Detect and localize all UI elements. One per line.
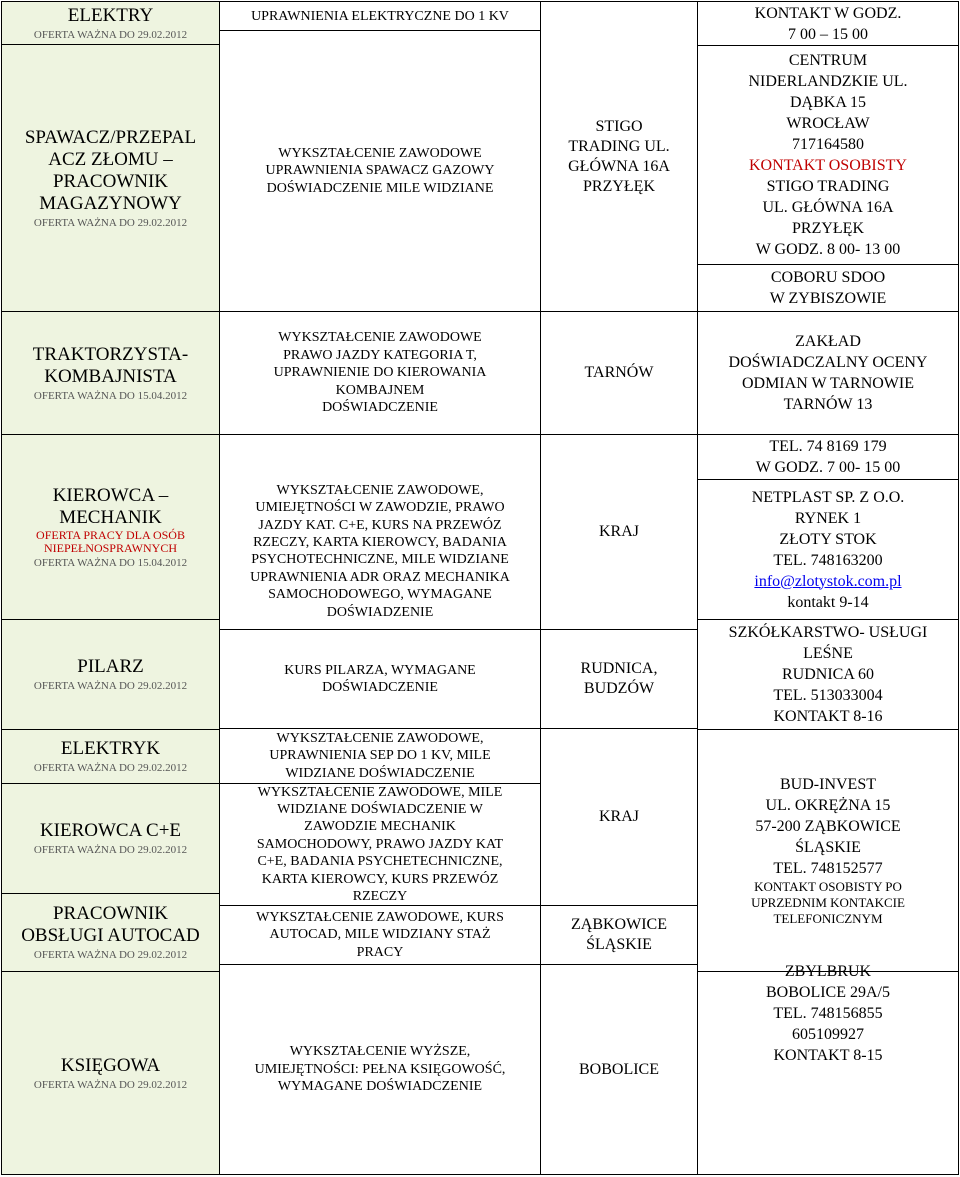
requirement-line: SAMOCHODOWEGO, WYMAGANE [268, 587, 492, 603]
requirements-cell [219, 311, 541, 435]
contact-line: W GODZ. 8 00- 13 00 [755, 241, 901, 258]
requirement-line: ZAWODZIE MECHANIK [304, 819, 456, 835]
contact-line: ODMIAN W TARNOWIE [741, 375, 915, 392]
contact-line: KONTAKT 8-16 [773, 708, 883, 725]
position-title-line: OBSŁUGI AUTOCAD [21, 925, 200, 946]
requirements-cell [219, 905, 541, 965]
requirement-line: PRACY [356, 944, 404, 960]
requirement-line: WYKSZTAŁCENIE ZAWODOWE, [276, 730, 484, 746]
position-title-line: ACZ ZŁOMU – [48, 148, 173, 170]
offer-valid-until: OFERTA WAŻNA DO 29.02.2012 [33, 28, 188, 41]
requirement-line: WYKSZTAŁCENIE ZAWODOWE, [276, 482, 484, 498]
requirement-line: AUTOCAD, MILE WIDZIANY STAŻ [269, 927, 491, 943]
position-cell [1, 971, 220, 1175]
place-line: RUDNICA, [580, 660, 658, 677]
contact-line: TEL. 513033004 [773, 687, 883, 704]
contact-cell [697, 479, 959, 620]
contact-line: CENTRUM [788, 52, 868, 69]
contact-line: 7 00 – 15 00 [788, 25, 868, 43]
place-line: TARNÓW [584, 364, 654, 381]
contact-line: 717164580 [792, 136, 864, 153]
contact-line: TEL. 74 8169 179 [769, 438, 887, 455]
requirement-line: C+E, BADANIA PSYCHETECHNICZNE, [257, 854, 503, 870]
contact-line: TARNÓW 13 [783, 396, 873, 413]
requirement-line: WIDZIANE DOŚWIADCZENIE [285, 765, 475, 781]
offer-valid-until: OFERTA WAŻNA DO 29.02.2012 [33, 949, 188, 961]
contact-line: DĄBKA 15 [789, 94, 866, 111]
contact-line: LEŚNE [803, 645, 853, 662]
contact-in-person-label: KONTAKT OSOBISTY [749, 157, 907, 174]
contact-cell [697, 311, 959, 435]
requirements-cell [219, 783, 541, 906]
requirement-line: DOŚWIADCZENIE [322, 400, 438, 416]
requirements-cell [219, 30, 541, 312]
contact-line: ZBYLBRUK [784, 963, 872, 980]
contact-cell [697, 45, 959, 265]
contact-line: TEL. 748163200 [773, 551, 883, 569]
requirement-line: UPRAWNIENIE DO KIEROWANIA [273, 365, 487, 381]
contact-line: ZAKŁAD [795, 333, 861, 350]
contact-cell [697, 434, 959, 480]
place-line: STIGO [595, 117, 643, 135]
position-title: KSIĘGOWA [60, 1054, 161, 1076]
requirement-line: DOŚWIADCZENIE MILE WIDZIANE [266, 180, 494, 196]
contact-line: NETPLAST SP. Z O.O. [751, 488, 905, 506]
place-line: KRAJ [598, 523, 639, 540]
contact-hours: kontakt 9-14 [787, 593, 869, 611]
contact-line: BUD-INVEST [780, 776, 876, 793]
offer-valid-until: OFERTA WAŻNA DO 15.04.2012 [33, 389, 188, 402]
place-cell [540, 964, 698, 1175]
position-title: PILARZ [77, 656, 144, 677]
place-line: PRZYŁĘK [583, 177, 655, 195]
place-line: ŚLĄSKIE [586, 936, 652, 953]
contact-cell [697, 619, 959, 730]
requirement-line: PRAWO JAZDY KATEGORIA T, [283, 347, 477, 363]
contact-cell [697, 949, 959, 1175]
position-cell [1, 44, 220, 312]
position-title: ELEKTRYK [60, 738, 161, 759]
contact-cell [697, 264, 959, 312]
place-cell [540, 311, 698, 435]
requirement-line: PSYCHOTECHNICZNE, MILE WIDZIANE [251, 552, 509, 568]
position-title-line: KOMBAJNISTA [44, 365, 177, 387]
contact-line: PRZYŁĘK [792, 220, 864, 237]
requirement-line: WYKSZTAŁCENIE ZAWODOWE [278, 330, 482, 346]
requirements-cell [219, 434, 541, 630]
position-title-line: MAGAZYNOWY [39, 192, 182, 214]
contact-line: TEL. 748156855 [773, 1005, 883, 1022]
requirement-line: WYKSZTAŁCENIE ZAWODOWE, MILE [257, 784, 503, 800]
contact-line: ZŁOTY STOK [779, 530, 877, 548]
contact-line: KONTAKT 8-15 [773, 1047, 883, 1064]
contact-line: W GODZ. 7 00- 15 00 [755, 459, 901, 476]
position-cell [1, 434, 220, 620]
contact-line: WROCŁAW [786, 115, 870, 132]
contact-line: 57-200 ZĄBKOWICE [755, 818, 901, 835]
requirements-cell [219, 1, 541, 31]
offer-valid-until: OFERTA WAŻNA DO 29.02.2012 [33, 762, 188, 774]
position-title-line: TRAKTORZYSTA- [32, 343, 189, 365]
requirement-line: UPRAWNIENIA SEP DO 1 KV, MILE [269, 748, 491, 764]
contact-line: SZKÓŁKARSTWO- USŁUGI [728, 624, 928, 641]
requirement-line: WYKSZTAŁCENIE WYŻSZE, [289, 1044, 471, 1060]
requirement-line: UMIEJĘTNOŚCI: PEŁNA KSIĘGOWOŚĆ, [254, 1061, 506, 1077]
contact-cell [697, 1, 959, 46]
contact-line: DOŚWIADCZALNY OCENY [728, 354, 928, 371]
requirement-line: DOŚWIADZENIE [326, 604, 434, 620]
place-line: BOBOLICE [579, 1060, 659, 1078]
position-cell [1, 893, 220, 972]
requirement-line: WIDZIANE DOŚWIADCZENIE W [277, 801, 483, 817]
place-line: BUDZÓW [583, 680, 655, 697]
position-title-line: PRACOWNIK [52, 170, 169, 192]
requirement-line: UPRAWNIENIA ADR ORAZ MECHANIKA [250, 569, 510, 585]
offer-valid-until: OFERTA WAŻNA DO 29.02.2012 [33, 844, 188, 856]
requirement-line: KOMBAJNEM [335, 382, 425, 398]
requirement-line: UPRAWNIENIA ELEKTRYCZNE DO 1 KV [251, 9, 509, 24]
position-cell [1, 1, 220, 45]
position-title-line: MECHANIK [59, 506, 162, 528]
position-title: ELEKTRY [67, 4, 154, 26]
contact-line: UL. GŁÓWNA 16A [762, 199, 894, 216]
contact-line: KONTAKT W GODZ. [754, 4, 902, 22]
place-cell [540, 1, 698, 312]
contact-line: 605109927 [792, 1026, 864, 1043]
contact-cell [697, 729, 959, 972]
offer-valid-until: OFERTA WAŻNA DO 29.02.2012 [33, 680, 188, 692]
requirement-line: KARTA KIEROWCY, KURS PRZEWÓZ [261, 871, 499, 887]
place-line: KRAJ [598, 808, 639, 825]
contact-line: RYNEK 1 [794, 509, 862, 527]
requirement-line: RZECZY [352, 889, 408, 905]
contact-line: BOBOLICE 29A/5 [766, 984, 890, 1001]
contact-line: COBORU SDOO [770, 269, 886, 286]
position-cell [1, 783, 220, 894]
position-cell [1, 619, 220, 730]
offer-valid-until: OFERTA WAŻNA DO 15.04.2012 [33, 556, 188, 569]
position-cell [1, 729, 220, 784]
requirement-line: SAMOCHODOWY, PRAWO JAZDY KAT [256, 836, 504, 852]
place-cell [540, 728, 698, 906]
contact-line: W ZYBISZOWIE [769, 290, 887, 307]
offer-note: OFERTA PRACY DLA OSÓB [36, 527, 185, 542]
contact-note-line: UPRZEDNIM KONTAKCIE [751, 895, 905, 910]
requirement-line: RZECZY, KARTA KIEROWCY, BADANIA [253, 534, 507, 550]
contact-line: NIDERLANDZKIE UL. [748, 73, 908, 90]
requirement-line: DOŚWIADCZENIE [322, 680, 438, 695]
place-cell [540, 905, 698, 965]
place-line: GŁÓWNA 16A [568, 157, 670, 175]
position-title: KIEROWCA C+E [39, 820, 182, 841]
email-link[interactable]: info@zlotystok.com.pl [754, 572, 902, 590]
offer-valid-until: OFERTA WAŻNA DO 29.02.2012 [33, 216, 188, 229]
place-line: ZĄBKOWICE [571, 916, 667, 933]
requirements-cell [219, 964, 541, 1175]
offer-note: NIEPEŁNOSPRAWNYCH [43, 540, 178, 555]
requirement-line: JAZDY KAT. C+E, KURS NA PRZEWÓZ [258, 517, 502, 533]
requirement-line: WYKSZTAŁCENIE ZAWODOWE [278, 145, 482, 161]
contact-note-line: TELEFONICZNYM [773, 911, 883, 926]
position-title-line: PRACOWNIK [52, 903, 169, 924]
place-cell [540, 434, 698, 630]
requirements-cell [219, 728, 541, 784]
position-cell [1, 311, 220, 435]
requirement-line: WYKSZTAŁCENIE ZAWODOWE, KURS [256, 909, 504, 925]
requirement-line: UPRAWNIENIA SPAWACZ GAZOWY [265, 163, 495, 179]
contact-line: ŚLĄSKIE [795, 839, 861, 856]
requirement-line: KURS PILARZA, WYMAGANE [284, 662, 476, 678]
requirement-line: WYMAGANE DOŚWIADCZENIE [277, 1079, 483, 1095]
requirement-line: UMIEJĘTNOŚCI W ZAWODZIE, PRAWO [255, 500, 505, 516]
contact-line: STIGO TRADING [766, 178, 890, 195]
position-title-line: SPAWACZ/PRZEPAL [24, 126, 197, 148]
contact-line: UL. OKRĘŻNA 15 [765, 797, 891, 814]
requirements-cell [219, 629, 541, 729]
contact-line: TEL. 748152577 [773, 860, 883, 877]
offer-valid-until: OFERTA WAŻNA DO 29.02.2012 [33, 1078, 188, 1091]
place-cell [540, 629, 698, 729]
position-title-line: KIEROWCA – [52, 484, 169, 506]
contact-note-line: KONTAKT OSOBISTY PO [754, 879, 902, 894]
place-line: TRADING UL. [568, 137, 670, 155]
contact-line: RUDNICA 60 [781, 666, 874, 683]
